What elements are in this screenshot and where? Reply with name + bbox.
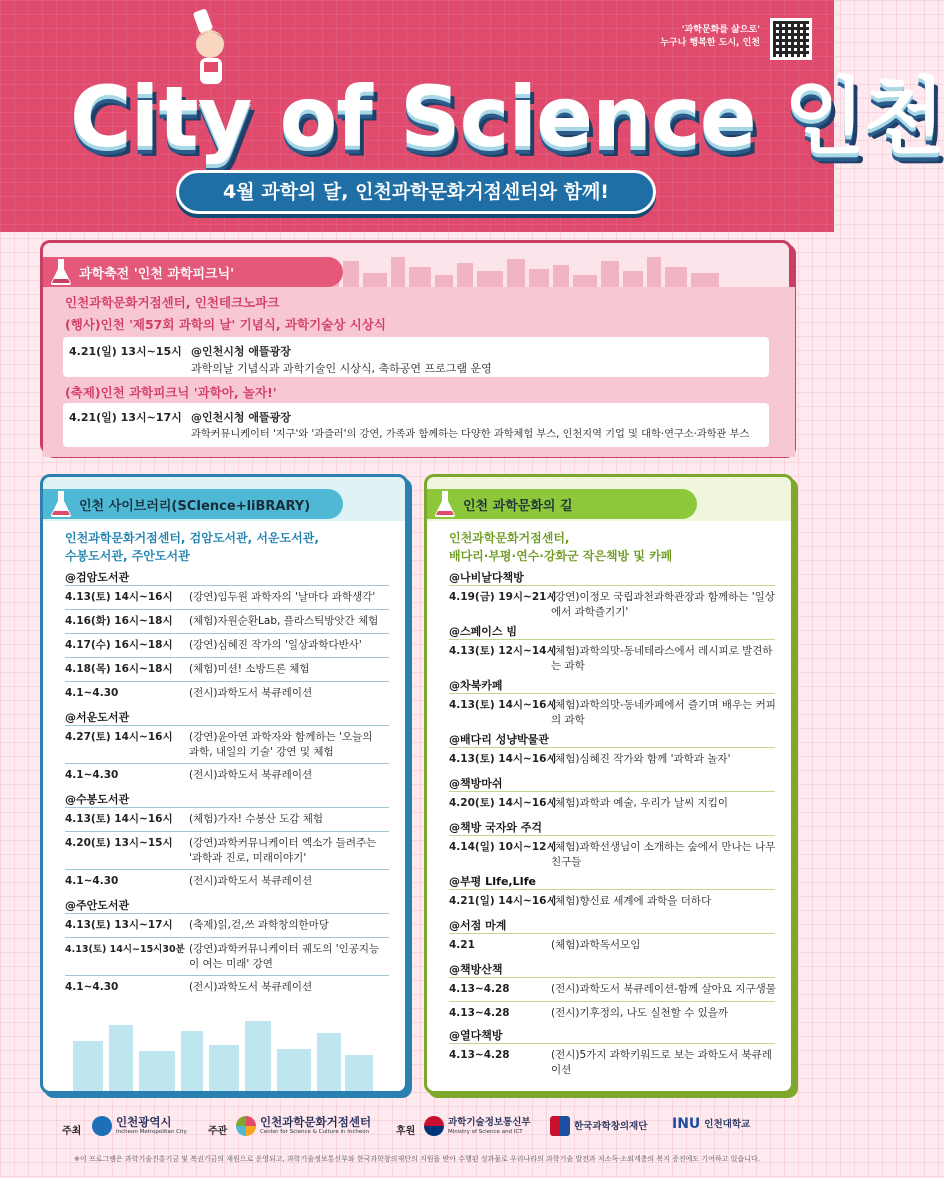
row-desc: (체험)향신료 세계에 과학을 더하다 [551, 895, 712, 907]
sponsor-label: 후원 [396, 1126, 416, 1137]
row-desc: (체험)심혜진 작가와 함께 '과학과 놀자' [551, 753, 731, 765]
center-logo-icon [236, 1116, 256, 1136]
slogan [660, 24, 760, 50]
row-desc: (전시)과학도서 북큐레이션 [189, 875, 313, 887]
row-time: 4.21 [449, 939, 475, 951]
venue-name: @검암도서관 [65, 571, 130, 584]
science-road-tab-label: 인천 과학문화의 길 [463, 499, 573, 514]
row-desc: (전시)과학도서 북큐레이션 [189, 981, 313, 993]
row-time: 4.13(토) 14시~16시 [449, 699, 557, 711]
festival-event1-title: (행사)인천 '제57회 과학의 날' 기념식, 과학기술상 시상식 [65, 317, 386, 332]
table-row [65, 725, 389, 763]
venue-name: @책방마쉬 [449, 777, 503, 790]
science-road-panel [424, 474, 794, 1094]
sponsor1-name: 과학기술정보통신부 [448, 1117, 531, 1128]
row-time: 4.18(목) 16시~18시 [65, 663, 173, 675]
table-row [65, 913, 389, 937]
table-row [65, 657, 389, 681]
row-desc: (강연)과학커뮤니케이터 엑소가 들려주는 '과학과 진로, 미래이야기' [189, 837, 377, 864]
row-time: 4.14(일) 10시~12시 [449, 841, 557, 853]
table-row [449, 791, 775, 817]
venue-name: @부평 LIfe,LIfe [449, 875, 536, 888]
organizer-logo[interactable] [236, 1116, 371, 1136]
table-row [65, 869, 389, 893]
row-time: 4.13~4.28 [449, 983, 510, 995]
row-desc: (체험)자원순환Lab, 플라스틱방앗간 체험 [189, 615, 379, 627]
sponsor1-logo[interactable] [424, 1116, 531, 1136]
library-heading-line1: 인천과학문화거점센터, 검암도서관, 서운도서관, [65, 531, 319, 545]
organizer-sub: Center for Science & Culture in Incheon [260, 1129, 370, 1135]
table-row [65, 807, 389, 831]
row-time: 4.13(토) 14시~15시30분 [65, 944, 185, 955]
table-row [449, 693, 775, 731]
buildings-icon [73, 1011, 373, 1091]
row-desc: (체험)과학과 예술, 우리가 날씨 지킴이 [551, 797, 729, 809]
organizer-label: 주관 [208, 1126, 228, 1137]
inu-logo-icon: INU [672, 1116, 701, 1132]
host-logo[interactable] [92, 1116, 187, 1136]
city-skyline-icon [319, 255, 719, 289]
table-row [449, 977, 775, 1001]
table-row [65, 633, 389, 657]
row-desc: (축제)읽,걷,쓰 과학창의한마당 [189, 919, 329, 931]
sponsor3-name: 인천대학교 [704, 1118, 751, 1130]
table-row [65, 937, 389, 975]
sponsor2-name: 한국과학창의재단 [574, 1120, 648, 1132]
venue-name: @주안도서관 [65, 899, 130, 912]
road-heading-line2: 배다리·부평·연수·강화군 작은책방 및 카페 [449, 549, 673, 563]
host-label: 주최 [62, 1126, 82, 1137]
science-road-content [427, 521, 791, 1091]
flask-icon [49, 257, 73, 287]
festival-tab [43, 257, 343, 287]
row-desc: (체험)미션! 소방드론 체험 [189, 663, 310, 675]
table-row [449, 747, 775, 773]
row-time: 4.13(토) 13시~17시 [65, 919, 173, 931]
flask-icon [433, 489, 457, 519]
row-time: 4.20(토) 13시~15시 [65, 837, 173, 849]
row-time: 4.1~4.30 [65, 769, 119, 781]
row-time: 4.13(토) 14시~16시 [449, 753, 557, 765]
row-desc: (전시)기후정의, 나도 실천할 수 있을까 [551, 1007, 729, 1019]
row-time: 4.17(수) 16시~18시 [65, 639, 173, 651]
event2-time: 4.21(일) 13시~17시 [69, 411, 182, 424]
table-row [65, 609, 389, 633]
event1-place: @인천시청 애뜰광장 [191, 345, 291, 358]
row-desc: (전시)과학도서 북큐레이션 [189, 769, 313, 781]
subtitle-banner: 4월 과학의 달, 인천과학문화거점센터와 함께! [176, 170, 656, 214]
host-sub: Incheon Metropolitan City [116, 1129, 187, 1135]
table-row [449, 889, 775, 915]
slogan-line-1: '과학문화를 삶으로' [681, 25, 760, 35]
row-time: 4.21(일) 14시~16시 [449, 895, 557, 907]
road-heading-line1: 인천과학문화거점센터, [449, 531, 570, 545]
row-desc: (체험)과학선생님이 소개하는 숲에서 만나는 나무친구들 [551, 841, 776, 868]
venue-name: @수봉도서관 [65, 793, 130, 806]
event1-time: 4.21(일) 13시~15시 [69, 345, 182, 358]
flask-icon [49, 489, 73, 519]
venue-name: @열다책방 [449, 1029, 503, 1042]
venue-name: @나비날다책방 [449, 571, 524, 584]
table-row [65, 585, 389, 609]
table-row [449, 639, 775, 677]
slogan-line-2: 누구나 행복한 도시, 인천 [660, 38, 760, 48]
row-time: 4.20(토) 14시~16시 [449, 797, 557, 809]
header-banner [0, 0, 944, 232]
row-time: 4.1~4.30 [65, 981, 119, 993]
row-time: 4.13~4.28 [449, 1049, 510, 1061]
row-time: 4.1~4.30 [65, 875, 119, 887]
kofac-logo-icon [550, 1116, 570, 1136]
library-heading-line2: 수봉도서관, 주안도서관 [65, 549, 190, 563]
library-tab-label: 인천 사이브러리(SCIence+liBRARY) [79, 499, 311, 514]
row-desc: (강연)임두원 과학자의 '날마다 과학생각' [189, 591, 376, 603]
row-desc: (전시)과학도서 북큐레이션 [189, 687, 313, 699]
table-row [65, 831, 389, 869]
row-desc: (강연)이정모 국립과천과학관장과 함께하는 '일상에서 과학즐기기' [551, 591, 775, 618]
venue-name: @차북카페 [449, 679, 503, 692]
science-road-tab [427, 489, 697, 519]
festival-event2-title: (축제)인천 과학피크닉 '과학아, 놀자!' [65, 385, 277, 400]
library-tab [43, 489, 343, 519]
sponsor1-sub: Ministry of Science and ICT [448, 1129, 523, 1135]
venue-name: @서운도서관 [65, 711, 130, 724]
event1-desc: 과학의날 기념식과 과학기술인 시상식, 축하공연 프로그램 운영 [191, 362, 492, 375]
festival-organizer: 인천과학문화거점센터, 인천테크노파크 [65, 295, 280, 310]
row-desc: (강연)과학커뮤니케이터 궤도의 '인공지능이 여는 미래' 강연 [189, 943, 380, 970]
event2-place: @인천시청 애뜰광장 [191, 411, 291, 424]
table-row [449, 585, 775, 623]
row-time: 4.13(토) 12시~14시 [449, 645, 557, 657]
footer-notice: ※이 프로그램은 과학기술진흥기금 및 복권기금의 재원으로 운영되고, 과학기술정보통신부와 한국과학창의재단의 지원을 받아 수행된 성과물로 우리나라의 과학기술 발전과 저소득·소외계층의 복지 증진에도 기여하고 있습니다. [74, 1155, 760, 1163]
row-time: 4.13~4.28 [449, 1007, 510, 1019]
qr-code-icon[interactable] [770, 18, 812, 60]
row-desc: (체험)과학의맛-동네카페에서 즐기며 배우는 커피의 과학 [551, 699, 776, 726]
row-desc: (체험)과학독서모임 [551, 939, 641, 951]
page-title: City of Science 인천 [70, 68, 944, 166]
festival-event1 [63, 337, 769, 377]
table-row [65, 681, 389, 705]
table-row [449, 1043, 775, 1076]
incheon-logo-icon [92, 1116, 112, 1136]
row-desc: (강연)윤아연 과학자와 함께하는 '오늘의 과학, 내일의 기술' 강연 및 체험 [189, 731, 373, 758]
row-time: 4.1~4.30 [65, 687, 119, 699]
row-desc: (전시)5가지 과학키워드로 보는 과학도서 북큐레이션 [551, 1049, 772, 1076]
festival-content [43, 287, 795, 457]
ministry-logo-icon [424, 1116, 444, 1136]
organizer-name: 인천과학문화거점센터 [260, 1115, 372, 1129]
sponsor2-logo[interactable] [550, 1116, 647, 1136]
table-row [65, 975, 389, 999]
table-row [449, 835, 775, 873]
row-time: 4.27(토) 14시~16시 [65, 731, 173, 743]
venue-name: @책방 국자와 주걱 [449, 821, 543, 834]
footer [0, 1108, 834, 1178]
row-time: 4.19(금) 19시~21시 [449, 591, 557, 603]
library-content [43, 521, 405, 1091]
venue-name: @배다리 성냥박물관 [449, 733, 549, 746]
table-row [449, 933, 775, 959]
row-desc: (전시)과학도서 북큐레이션-함께 살아요 지구생물 [551, 983, 776, 995]
table-row [65, 763, 389, 787]
row-desc: (강연)심혜진 작가의 '일상과학다반사' [189, 639, 362, 651]
event2-desc: 과학커뮤니케이터 '지구'와 '과즐러'의 강연, 가족과 함께하는 다양한 과학체험 부스, 인천지역 기업 및 대학·연구소·과학관 부스 [191, 429, 750, 440]
venue-name: @스페이스 빔 [449, 625, 517, 638]
row-time: 4.13(토) 14시~16시 [65, 813, 173, 825]
festival-section [40, 240, 792, 454]
festival-tab-label: 과학축전 '인천 과학피크닉' [79, 267, 235, 282]
venue-name: @책방산책 [449, 963, 503, 976]
host-name: 인천광역시 [116, 1115, 172, 1129]
row-time: 4.13(토) 14시~16시 [65, 591, 173, 603]
venue-name: @서점 마계 [449, 919, 507, 932]
sponsor3-logo[interactable] [672, 1116, 750, 1132]
table-row [449, 1001, 775, 1025]
row-desc: (체험)과학의맛-동네테라스에서 레시피로 발견하는 과학 [551, 645, 773, 672]
library-panel [40, 474, 408, 1094]
festival-event2 [63, 403, 769, 447]
row-desc: (체험)가자! 수봉산 도감 체험 [189, 813, 323, 825]
row-time: 4.16(화) 16시~18시 [65, 615, 173, 627]
